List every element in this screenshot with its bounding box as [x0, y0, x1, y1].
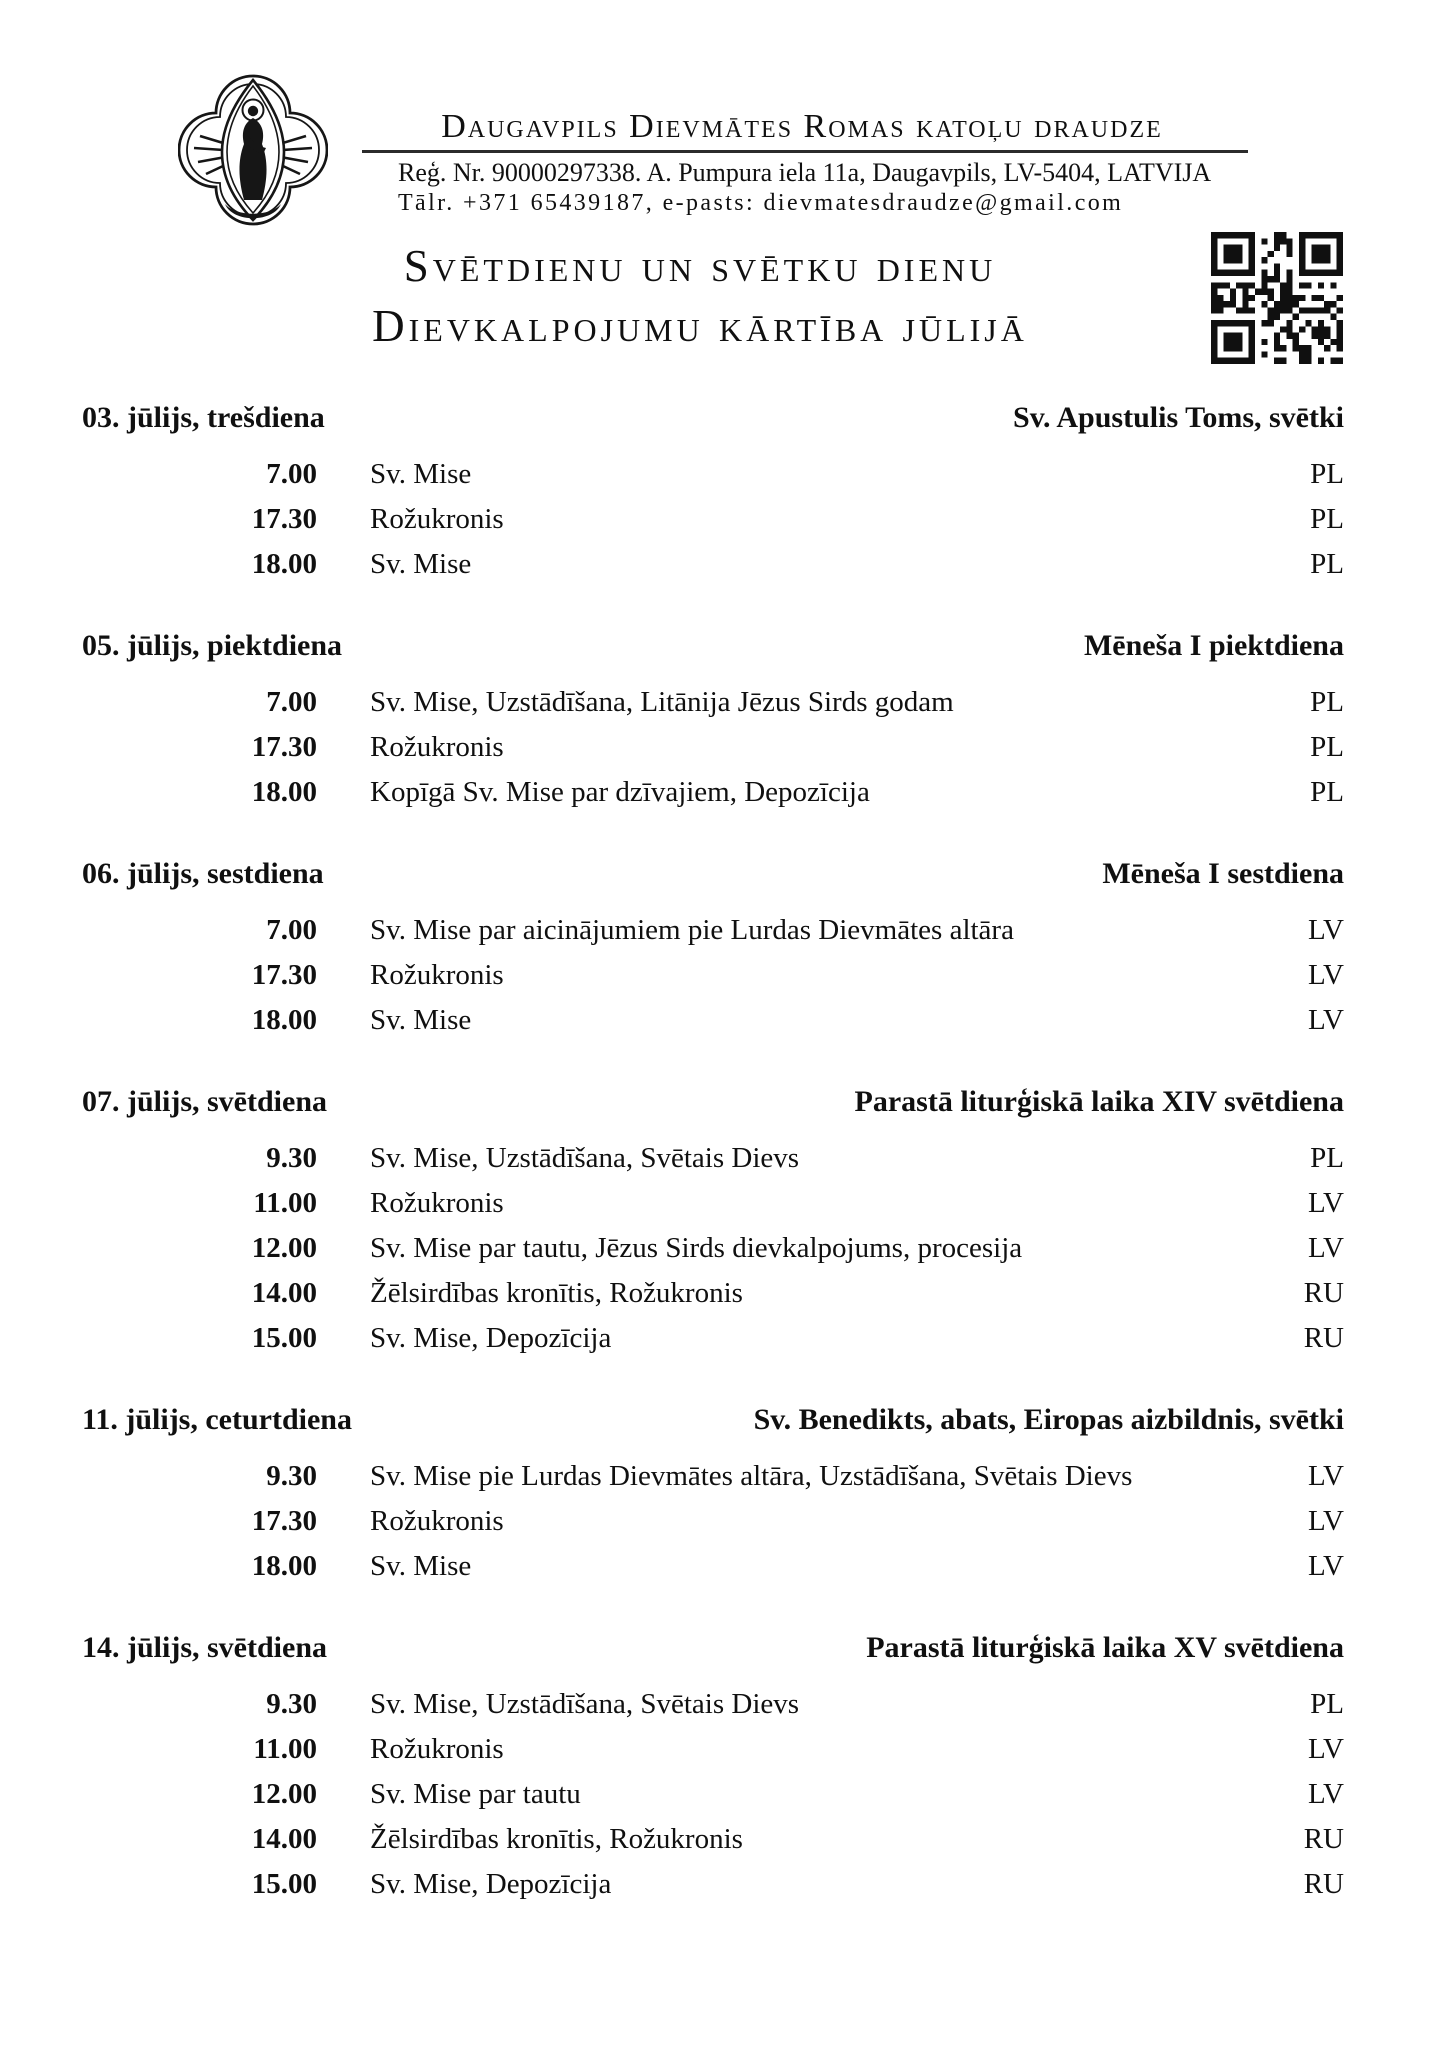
feast-label: Parastā liturģiskā laika XV svētdiena [866, 1631, 1344, 1664]
service-time: 9.30 [266, 1142, 317, 1174]
schedule-block [82, 1626, 1344, 1907]
service-language-code: LV [1308, 1004, 1344, 1036]
schedule-block [82, 624, 1344, 815]
service-row [82, 1136, 1344, 1181]
service-row [82, 680, 1344, 725]
service-description: Rožukronis [370, 1733, 504, 1765]
service-description: Rožukronis [370, 503, 504, 535]
schedule-block [82, 1398, 1344, 1589]
page-title-line1: Svētdienu un svētku dienu [403, 241, 997, 291]
day-header [82, 852, 1344, 896]
service-time: 18.00 [251, 1004, 317, 1036]
service-time: 7.00 [266, 458, 317, 490]
day-label: 11. jūlijs, ceturtdiena [82, 1403, 352, 1436]
service-description: Kopīgā Sv. Mise par dzīvajiem, Depozīcija [370, 776, 870, 808]
service-row [82, 1727, 1344, 1772]
service-rows [82, 1136, 1344, 1361]
header-rule [362, 150, 1248, 153]
service-description: Sv. Mise, Depozīcija [370, 1322, 612, 1354]
service-row [82, 953, 1344, 998]
service-language-code: LV [1308, 1733, 1344, 1765]
service-description: Sv. Mise par aicinājumiem pie Lurdas Dievmātes altāra [370, 914, 1014, 946]
day-label: 06. jūlijs, sestdiena [82, 857, 324, 890]
parish-logo [178, 62, 328, 238]
service-rows [82, 452, 1344, 587]
service-time: 18.00 [251, 548, 317, 580]
schedule-block [82, 396, 1344, 587]
service-language-code: PL [1310, 731, 1344, 763]
service-time: 15.00 [251, 1322, 317, 1354]
service-language-code: LV [1308, 1505, 1344, 1537]
service-time: 11.00 [253, 1733, 317, 1765]
service-row [82, 1544, 1344, 1589]
service-language-code: RU [1303, 1277, 1344, 1309]
service-row [82, 1817, 1344, 1862]
service-time: 7.00 [266, 686, 317, 718]
day-header [82, 1398, 1344, 1442]
service-language-code: LV [1308, 959, 1344, 991]
day-header [82, 396, 1344, 440]
service-description: Sv. Mise, Uzstādīšana, Svētais Dievs [370, 1688, 800, 1720]
service-row [82, 1316, 1344, 1361]
service-rows [82, 908, 1344, 1043]
service-language-code: PL [1310, 1688, 1344, 1720]
feast-label: Sv. Apustulis Toms, svētki [1013, 401, 1344, 434]
service-description: Sv. Mise par tautu [370, 1778, 581, 1810]
service-row [82, 908, 1344, 953]
service-language-code: LV [1308, 1187, 1344, 1219]
service-row [82, 770, 1344, 815]
service-description: Sv. Mise [370, 548, 472, 580]
service-time: 14.00 [251, 1823, 317, 1855]
service-row [82, 1181, 1344, 1226]
service-language-code: PL [1310, 503, 1344, 535]
service-row [82, 497, 1344, 542]
day-label: 03. jūlijs, trešdiena [82, 401, 325, 434]
schedule-block [82, 852, 1344, 1043]
service-time: 7.00 [266, 914, 317, 946]
service-rows [82, 1454, 1344, 1589]
service-language-code: RU [1303, 1322, 1344, 1354]
service-description: Sv. Mise par tautu, Jēzus Sirds dievkalpojums, procesija [370, 1232, 1023, 1264]
service-language-code: LV [1308, 1778, 1344, 1810]
service-row [82, 542, 1344, 587]
service-time: 17.30 [251, 959, 317, 991]
day-header [82, 1626, 1344, 1670]
service-description: Rožukronis [370, 959, 504, 991]
service-language-code: PL [1310, 1142, 1344, 1174]
service-description: Žēlsirdības kronītis, Rožukronis [370, 1823, 743, 1855]
day-label: 05. jūlijs, piektdiena [82, 629, 343, 662]
service-row [82, 998, 1344, 1043]
service-language-code: LV [1308, 914, 1344, 946]
service-time: 17.30 [251, 503, 317, 535]
service-language-code: RU [1303, 1868, 1344, 1900]
letterhead [348, 106, 1256, 218]
service-rows [82, 680, 1344, 815]
service-time: 15.00 [251, 1868, 317, 1900]
service-description: Sv. Mise, Uzstādīšana, Svētais Dievs [370, 1142, 800, 1174]
service-time: 12.00 [251, 1778, 317, 1810]
service-description: Sv. Mise [370, 1550, 472, 1582]
service-language-code: LV [1308, 1232, 1344, 1264]
service-time: 9.30 [266, 1460, 317, 1492]
day-label: 07. jūlijs, svētdiena [82, 1085, 328, 1118]
service-time: 17.30 [251, 731, 317, 763]
feast-label: Parastā liturģiskā laika XIV svētdiena [854, 1085, 1344, 1118]
service-time: 17.30 [251, 1505, 317, 1537]
service-row [82, 1772, 1344, 1817]
service-description: Sv. Mise [370, 458, 472, 490]
service-row [82, 1226, 1344, 1271]
service-description: Sv. Mise [370, 1004, 472, 1036]
contact-line: Tālr. +371 65439187, e-pasts: dievmatesdraudze@gmail.com [398, 190, 1124, 216]
service-time: 11.00 [253, 1187, 317, 1219]
service-rows [82, 1682, 1344, 1907]
org-name: Daugavpils Dievmātes Romas katoļu draudze [441, 108, 1163, 145]
feast-label: Mēneša I sestdiena [1102, 857, 1344, 890]
service-language-code: PL [1310, 686, 1344, 718]
registration-line: Reģ. Nr. 90000297338. A. Pumpura iela 11a, Daugavpils, LV-5404, LATVIJA [398, 158, 1212, 187]
service-description: Žēlsirdības kronītis, Rožukronis [370, 1277, 743, 1309]
service-description: Sv. Mise, Depozīcija [370, 1868, 612, 1900]
service-row [82, 1862, 1344, 1907]
day-header [82, 1080, 1344, 1124]
service-row [82, 452, 1344, 497]
qr-code [1211, 232, 1343, 364]
day-header [82, 624, 1344, 668]
feast-label: Sv. Benedikts, abats, Eiropas aizbildnis, svētki [753, 1403, 1344, 1436]
service-row [82, 1682, 1344, 1727]
service-language-code: RU [1303, 1823, 1344, 1855]
service-row [82, 1454, 1344, 1499]
service-row [82, 1499, 1344, 1544]
service-language-code: LV [1308, 1550, 1344, 1582]
page-title [120, 236, 1280, 356]
madonna-quatrefoil-emblem-icon [178, 62, 328, 238]
service-language-code: LV [1308, 1460, 1344, 1492]
service-row [82, 725, 1344, 770]
service-language-code: PL [1310, 548, 1344, 580]
schedule [82, 396, 1344, 1907]
feast-label: Mēneša I piektdiena [1083, 629, 1344, 662]
service-description: Rožukronis [370, 731, 504, 763]
service-time: 14.00 [251, 1277, 317, 1309]
service-description: Sv. Mise, Uzstādīšana, Litānija Jēzus Sirds godam [370, 686, 954, 718]
service-time: 12.00 [251, 1232, 317, 1264]
day-label: 14. jūlijs, svētdiena [82, 1631, 328, 1664]
service-time: 9.30 [266, 1688, 317, 1720]
service-row [82, 1271, 1344, 1316]
service-language-code: PL [1310, 776, 1344, 808]
service-description: Rožukronis [370, 1505, 504, 1537]
service-description: Rožukronis [370, 1187, 504, 1219]
qr-code-image [1211, 232, 1343, 364]
page-title-line2: Dievkalpojumu kārtība jūlijā [372, 301, 1028, 351]
service-description: Sv. Mise pie Lurdas Dievmātes altāra, Uzstādīšana, Svētais Dievs [370, 1460, 1133, 1492]
service-time: 18.00 [251, 1550, 317, 1582]
service-language-code: PL [1310, 458, 1344, 490]
service-time: 18.00 [251, 776, 317, 808]
schedule-block [82, 1080, 1344, 1361]
